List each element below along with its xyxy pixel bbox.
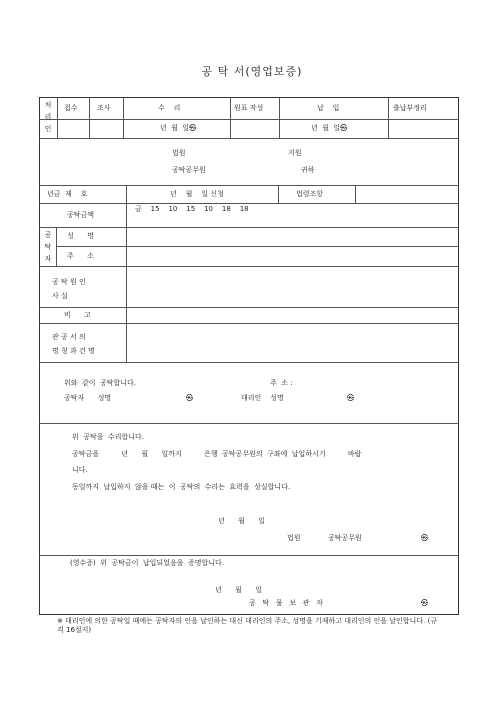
rule — [278, 185, 279, 203]
acceptance-date: 년 월 일㉿ — [160, 124, 197, 132]
acceptance-statement: 위 공탁을 수리합니다. — [72, 433, 144, 441]
rule — [39, 227, 459, 228]
rule — [123, 97, 124, 138]
rule — [39, 423, 459, 424]
page-title: 공 탁 서(영업보증) — [201, 65, 303, 78]
payment-instruction: 공탁금을 년 월 일까지 은행 공탁공무원의 구좌에 납입하시기 바랍 — [72, 450, 362, 458]
deposit-cause-label: 공 탁 원 인 사 실 — [52, 278, 86, 300]
branch-label: 지원 — [288, 149, 302, 157]
ledger-label: 출납부정리 — [393, 104, 427, 112]
rule — [230, 97, 231, 138]
seal-mark: ㉿ — [421, 599, 428, 607]
application-date: 년 월 일 신청 — [170, 190, 224, 198]
rule — [39, 185, 459, 186]
address-line-label: 주 소 : — [270, 379, 293, 387]
name-label: 성 명 — [67, 232, 94, 240]
addressee-label: 귀하 — [301, 166, 315, 174]
agent-name-label: 대리인 성명 — [241, 394, 284, 402]
payment-date: 년 월 일㉿ — [311, 124, 348, 132]
amount-value: 금 15 10 15 10 18 18 — [135, 205, 249, 213]
rule — [56, 246, 459, 247]
processor-label: 처 리 인 — [44, 101, 52, 133]
rule — [39, 307, 459, 308]
seal-mark: ㉿ — [421, 534, 428, 542]
rule — [39, 138, 459, 139]
expiry-notice: 동일까지 납입하지 않을 때는 이 공탁의 수리는 효력을 상실합니다. — [72, 483, 291, 491]
footnote: ※ 대리인에 의한 공탁일 때에는 공탁자의 인을 날인하는 대신 대리인의 주소, 성명을 기재하고 대리인의 인을 날인합니다. (규격 16절지) — [57, 617, 437, 634]
rule — [355, 185, 356, 203]
deposit-statement: 위와 같이 공탁합니다. — [64, 379, 136, 387]
deposit-officer-label: 공탁공무원 — [172, 166, 206, 174]
rule — [56, 227, 57, 266]
statute-label: 법령조항 — [296, 190, 324, 198]
rule — [39, 323, 459, 324]
investigation-label: 조사 — [97, 104, 111, 112]
receipt-date: 년 월 일 — [215, 586, 262, 594]
remarks-label: 비 고 — [64, 311, 91, 319]
address-label: 주 소 — [67, 252, 94, 260]
acceptance-sign-date: 년 월 일 — [218, 517, 265, 525]
seal-mark: ㉿ — [186, 394, 193, 402]
rule — [388, 97, 389, 138]
depositor-name-label: 공탁자 성명 — [64, 394, 112, 402]
acceptance-label: 수 리 — [158, 104, 181, 112]
custodian-label: 공 탁 물 보 관 자 — [249, 599, 323, 607]
deposit-number-label: 년금 제 호 — [47, 190, 88, 198]
receipt-statement: (영수증) 위 공탁금이 납입되었음을 증명합니다. — [70, 559, 224, 567]
amount-label: 공탁금액 — [67, 211, 95, 219]
rule — [39, 555, 459, 556]
payment-label: 납 입 — [317, 104, 340, 112]
receipt-label: 접수 — [64, 104, 78, 112]
rule — [279, 97, 280, 138]
rule — [39, 266, 459, 267]
office-label: 관 공 서 의 명 칭 과 건 명 — [52, 333, 95, 355]
rule — [39, 119, 459, 120]
rule — [89, 97, 90, 138]
rule — [39, 362, 459, 363]
court-label: 법원 — [172, 149, 186, 157]
form-frame — [39, 97, 459, 615]
rule — [39, 203, 459, 204]
officer-sign-label: 공탁공무원 — [328, 534, 362, 542]
rule — [126, 203, 127, 362]
depositor-label: 공 탁 자 — [44, 231, 52, 263]
rule — [126, 185, 127, 203]
payment-instruction-cont: 니다. — [72, 466, 88, 474]
rule — [57, 97, 58, 138]
court-sign-label: 법원 — [287, 534, 301, 542]
seal-mark: ㉿ — [347, 394, 354, 402]
original-record-label: 원표 작성 — [234, 104, 264, 112]
